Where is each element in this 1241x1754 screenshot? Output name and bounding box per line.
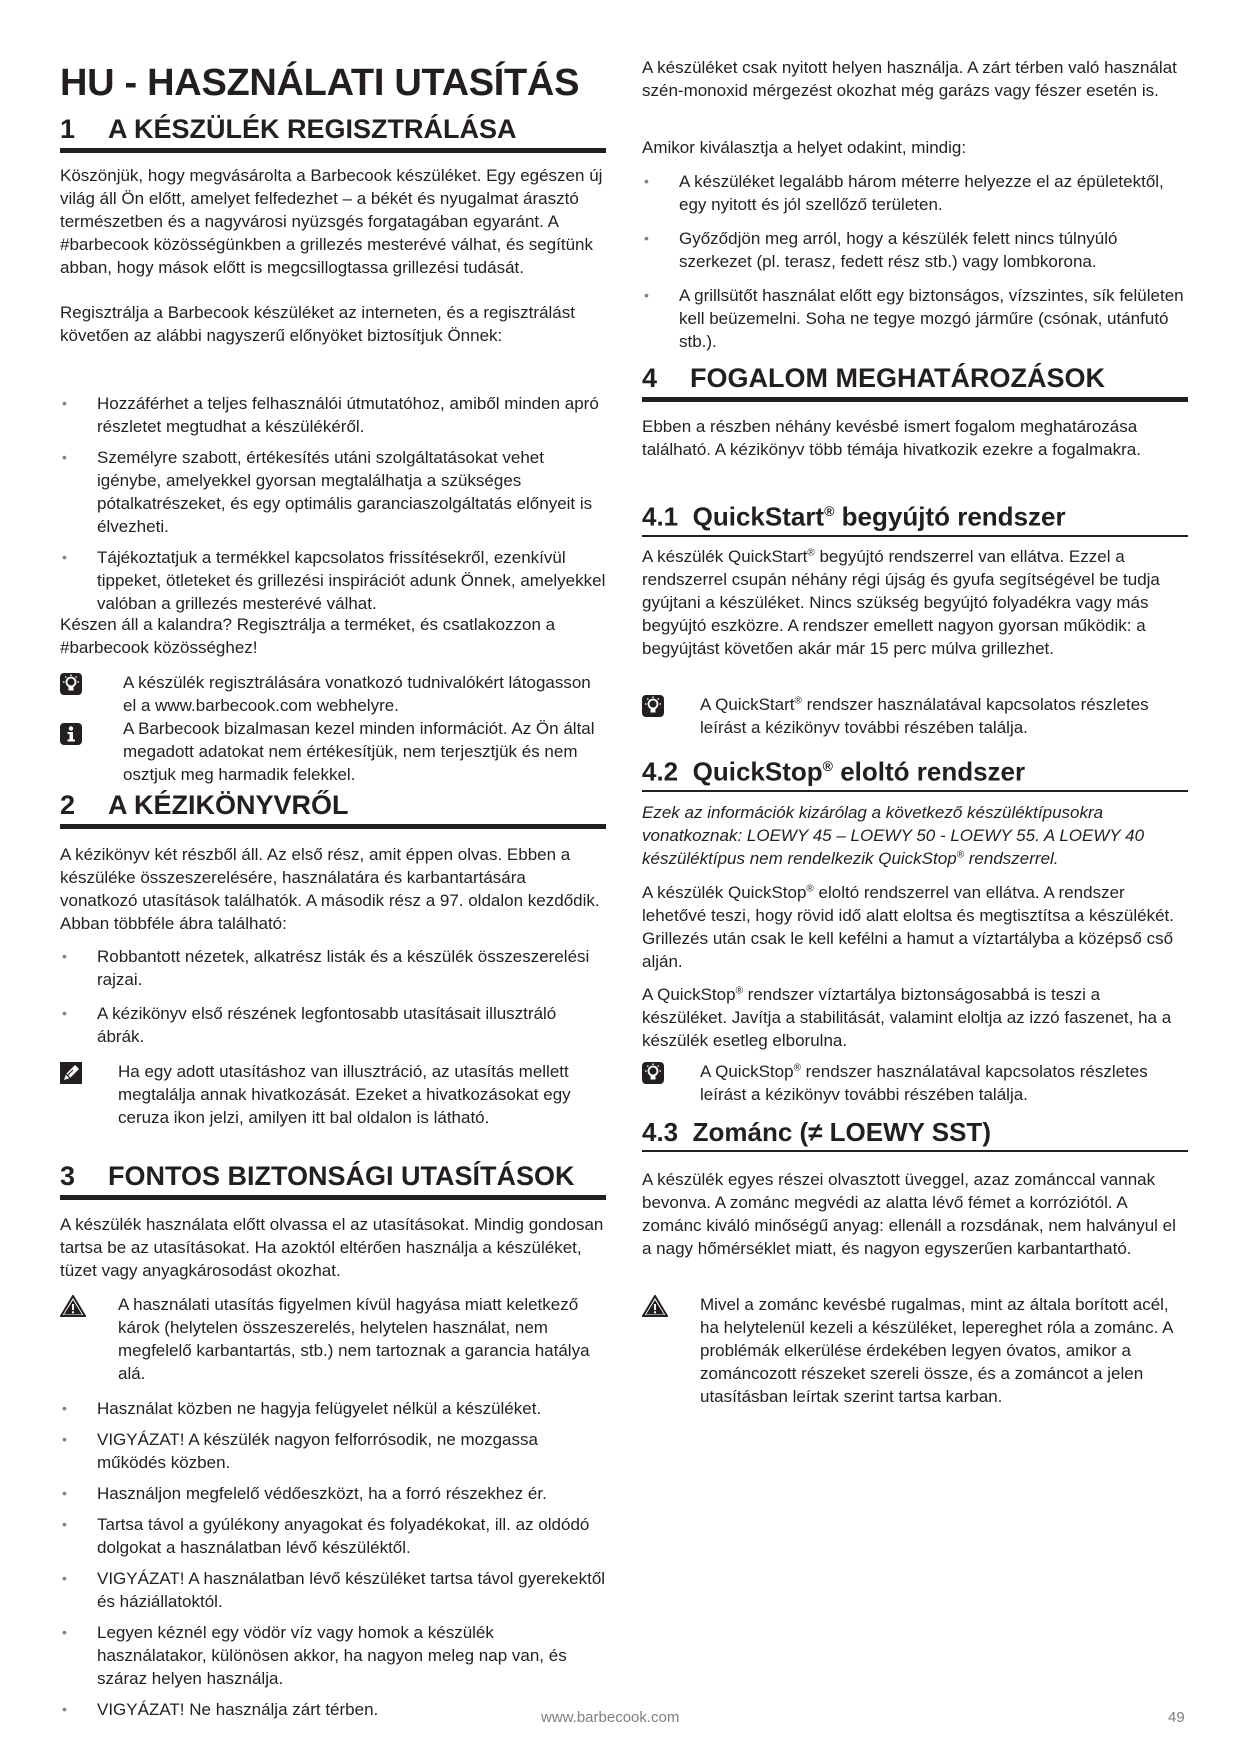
section-3-location-text: Amikor kiválasztja a helyet odakint, mindig: [642,138,967,157]
section-4-2-text-2: A QuickStop® rendszer víztartálya biztonságosabbá is teszi a készüléket. Javítja a stabilitását, valamint eloltja az izzó faszenet, ha a készülék esetleg elborulna. [642,985,1172,1050]
section-2-intro: A kézikönyv két részből áll. Az első rész, amit éppen olvas. Ebben a készüléke összeszerelésére, használatára és karbantartására vonatkozó utasítások találhatók. A második rész a 97. oldalon kezdődik. Abban többféle ábra található: [60,845,600,933]
section-4-2-text: A készülék QuickStop® eloltó rendszerrel van ellátva. A rendszer lehetővé teszi, hogy rövid idő alatt eloltsa és megtisztítsa a készülékét. Grillezés után csak le kell kefélni a hamut a víztartályba a középső cső alján. [642,883,1174,971]
bullet-icon: • [62,1400,67,1416]
bullet-icon: • [644,173,649,189]
section-1-cta: Készen áll a kalandra? Regisztrálja a terméket, és csatlakozzon a #barbecook közösséghez! [60,615,556,657]
warning-icon [60,1295,86,1317]
quickstart-tip-note: A QuickStart® rendszer használatával kapcsolatos részletes leírást a kézikönyv további részében találja. [642,693,1188,739]
bullet-icon: • [62,1701,67,1717]
section-3-heading: 3 FONTOS BIZTONSÁGI UTASÍTÁSOK [60,1160,606,1200]
section-4-1-text: A készülék QuickStart® begyújtó rendszerrel van ellátva. Ezzel a rendszerrel csupán néhány régi újság és gyufa segítségével be tudja gyújtani a készüléket. Nincs szükség begyújtó folyadékra vagy más begyújtó eszközre. A rendszer emellett nagyon gyorsan működik: a begyújtást követően akár már 15 perc múlva grillezhet. [642,547,1160,658]
list-item: • Robbantott nézetek, alkatrész listák és a készülék összeszerelési rajzai. [62,947,590,989]
bullet-icon: • [62,1485,67,1501]
lightbulb-icon [642,695,664,717]
section-1-intro: Köszönjük, hogy megvásárolta a Barbecook készüléket. Egy egészen új világ áll Ön előtt, amelyet felfedezhet – a békét és nyugalmat árasztó természetben és a nagyvárosi nyüzsgés forgatagában egyaránt. A #barbecook közösségünkben a grillezés mesterévé válhat, és segítünk abban, hogy mások előtt is megcsillogtassa grillezési tudását. [60,166,603,277]
list-item: • Győződjön meg arról, hogy a készülék felett nincs túlnyúló szerkezet (pl. terasz, fedett rész stb.) vagy lombkorona. [644,229,1118,271]
bullet-icon: • [62,1570,67,1586]
section-3-intro: A készülék használata előtt olvassa el az utasításokat. Mindig gondosan tartsa be az utasításokat. Ha azoktól eltérően használja a készüléket, tüzet vagy anyagkárosodást okozhat. [60,1215,604,1280]
list-item: • Használat közben ne hagyja felügyelet nélkül a készüléket. [62,1399,542,1418]
pencil-icon [60,1062,82,1084]
section-4-2-heading: 4.2 QuickStop® eloltó rendszer [642,750,1188,792]
bullet-icon: • [62,948,67,964]
bullet-icon: • [62,1516,67,1532]
enamel-warning-note: Mivel a zománc kevésbé rugalmas, mint az általa borított acél, ha helytelenül kezeli a készüléket, lepereghet róla a zománc. A problémák elkerülése érdekében legyen óvatos, amikor a zománcozott részeket szereli össze, és a zománcot a jelen utasításban leírtak szerint tartsa karban. [642,1293,1188,1408]
info-note: A Barbecook bizalmasan kezel minden információt. Az Ön által megadott adatokat nem értékesítjük, nem terjesztjük és nem osztjuk meg harmadik felekkel. [60,717,606,786]
list-item: • A grillsütőt használat előtt egy biztonságos, vízszintes, sík felületen kell beüzemelni. Soha ne tegye mozgó járműre (csónak, utánfutó stb.). [644,286,1184,351]
bullet-icon: • [62,395,67,411]
bullet-icon: • [62,449,67,465]
list-item: • Tájékoztatjuk a termékkel kapcsolatos frissítésekről, ezenkívül tippeket, ötleteket és grillezési inspirációt adunk Önnek, amelyekkel valóban a grillezés mesterévé válhat. [62,548,606,613]
list-item: • VIGYÁZAT! A használatban lévő készüléket tartsa távol gyerekektől és háziállatoktól. [62,1569,606,1611]
bullet-icon: • [62,1431,67,1447]
lightbulb-icon [642,1062,664,1084]
section-3-location-list [642,170,1188,353]
list-item: • Tartsa távol a gyúlékony anyagokat és folyadékokat, ill. az oldódó dolgokat a használatban lévő készüléktől. [62,1515,590,1557]
section-3-outdoor-text: A készüléket csak nyitott helyen használja. A zárt térben való használat szén-monoxid mérgezést okozhat még garázs vagy fészer esetén is. [642,58,1177,100]
list-item: • VIGYÁZAT! A készülék nagyon felforrósodik, ne mozgassa működés közben. [62,1430,538,1472]
page-number: 49 [1168,1709,1185,1726]
list-item: • A készüléket legalább három méterre helyezze el az épületektől, egy nyitott és jól szellőző területen. [644,172,1164,214]
footer-url: www.barbecook.com [541,1709,680,1726]
warning-note: A használati utasítás figyelmen kívül hagyása miatt keletkező károk (helytelen összeszerelés, helytelen használat, nem megfelelő karbantartás, stb.) nem tartoznak a garancia hatálya alá. [60,1293,606,1385]
section-4-3-text: A készülék egyes részei olvasztott üveggel, azaz zománccal vannak bevonva. A zománc megvédi az alatta lévő fémet a korróziótól. A zománc kiváló minőségű anyag: ellenáll a rozsdának, nem halványul el a nagy hőmérséklet miatt, és nagyon egyszerűen karbantartható. [642,1170,1176,1258]
tip-note: A készülék regisztrálására vonatkozó tudnivalókért látogasson el a www.barbecook.com webhelyre. [60,671,606,717]
list-item: • Legyen kéznél egy vödör víz vagy homok a készülék használatakor, különösen akkor, ha nagyon meleg nap van, és száraz helyen használja. [62,1623,567,1688]
quickstop-tip-note: A QuickStop® rendszer használatával kapcsolatos részletes leírást a kézikönyv további részében találja. [642,1060,1188,1106]
section-4-heading: 4 FOGALOM MEGHATÁROZÁSOK [642,362,1188,402]
bullet-icon: • [644,230,649,246]
section-1-heading: 1 A KÉSZÜLÉK REGISZTRÁLÁSA [60,113,606,153]
section-2-heading: 2 A KÉZIKÖNYVRŐL [60,789,606,829]
list-item: • Hozzáférhet a teljes felhasználói útmutatóhoz, amiből minden apró részletet megtudhat a készülékéről. [62,394,599,436]
info-icon [60,723,82,745]
bullet-icon: • [62,549,67,565]
section-4-1-heading: 4.1 QuickStart® begyújtó rendszer [642,495,1188,537]
page-title: HU - HASZNÁLATI UTASÍTÁS [60,62,580,104]
section-1-benefits-list [60,392,606,615]
bullet-icon: • [62,1005,67,1021]
pencil-note: Ha egy adott utasításhoz van illusztráció, az utasítás mellett megtalálja annak hivatkozását. Ezeket a hivatkozásokat egy ceruza ikon jelzi, amilyen itt bal oldalon is látható. [60,1060,606,1129]
list-item: • VIGYÁZAT! Ne használja zárt térben. [62,1700,379,1719]
section-4-3-heading: 4.3 Zománc (≠ LOEWY SST) [642,1116,1188,1152]
bullet-icon: • [62,1624,67,1640]
warning-icon [642,1295,668,1317]
list-item: • Személyre szabott, értékesítés utáni szolgáltatásokat vehet igénybe, amelyekkel gyorsan megtalálhatja a szükséges pótalkatrészeket, és egy optimális garanciaszolgáltatás előnyeit is élvezheti. [62,448,593,536]
section-2-list [60,945,606,1048]
section-4-intro: Ebben a részben néhány kevésbé ismert fogalom meghatározása található. A kézikönyv több témája hivatkozik ezekre a fogalmakra. [642,417,1141,459]
lightbulb-icon [60,673,82,695]
bullet-icon: • [644,287,649,303]
section-1-register-text: Regisztrálja a Barbecook készüléket az interneten, és a regisztrálást követően az alábbi nagyszerű előnyöket biztosítjuk Önnek: [60,303,575,345]
section-4-2-italic-note: Ezek az információk kizárólag a következő készüléktípusokra vonatkoznak: LOEWY 45 – LOEWY 50 - LOEWY 55. A LOEWY 40 készüléktípus nem rendelkezik QuickStop® rendszerrel. [642,803,1145,868]
section-3-safety-list [60,1397,606,1721]
list-item: • A kézikönyv első részének legfontosabb utasításait illusztráló ábrák. [62,1004,557,1046]
list-item: • Használjon megfelelő védőeszközt, ha a forró részekhez ér. [62,1484,547,1503]
